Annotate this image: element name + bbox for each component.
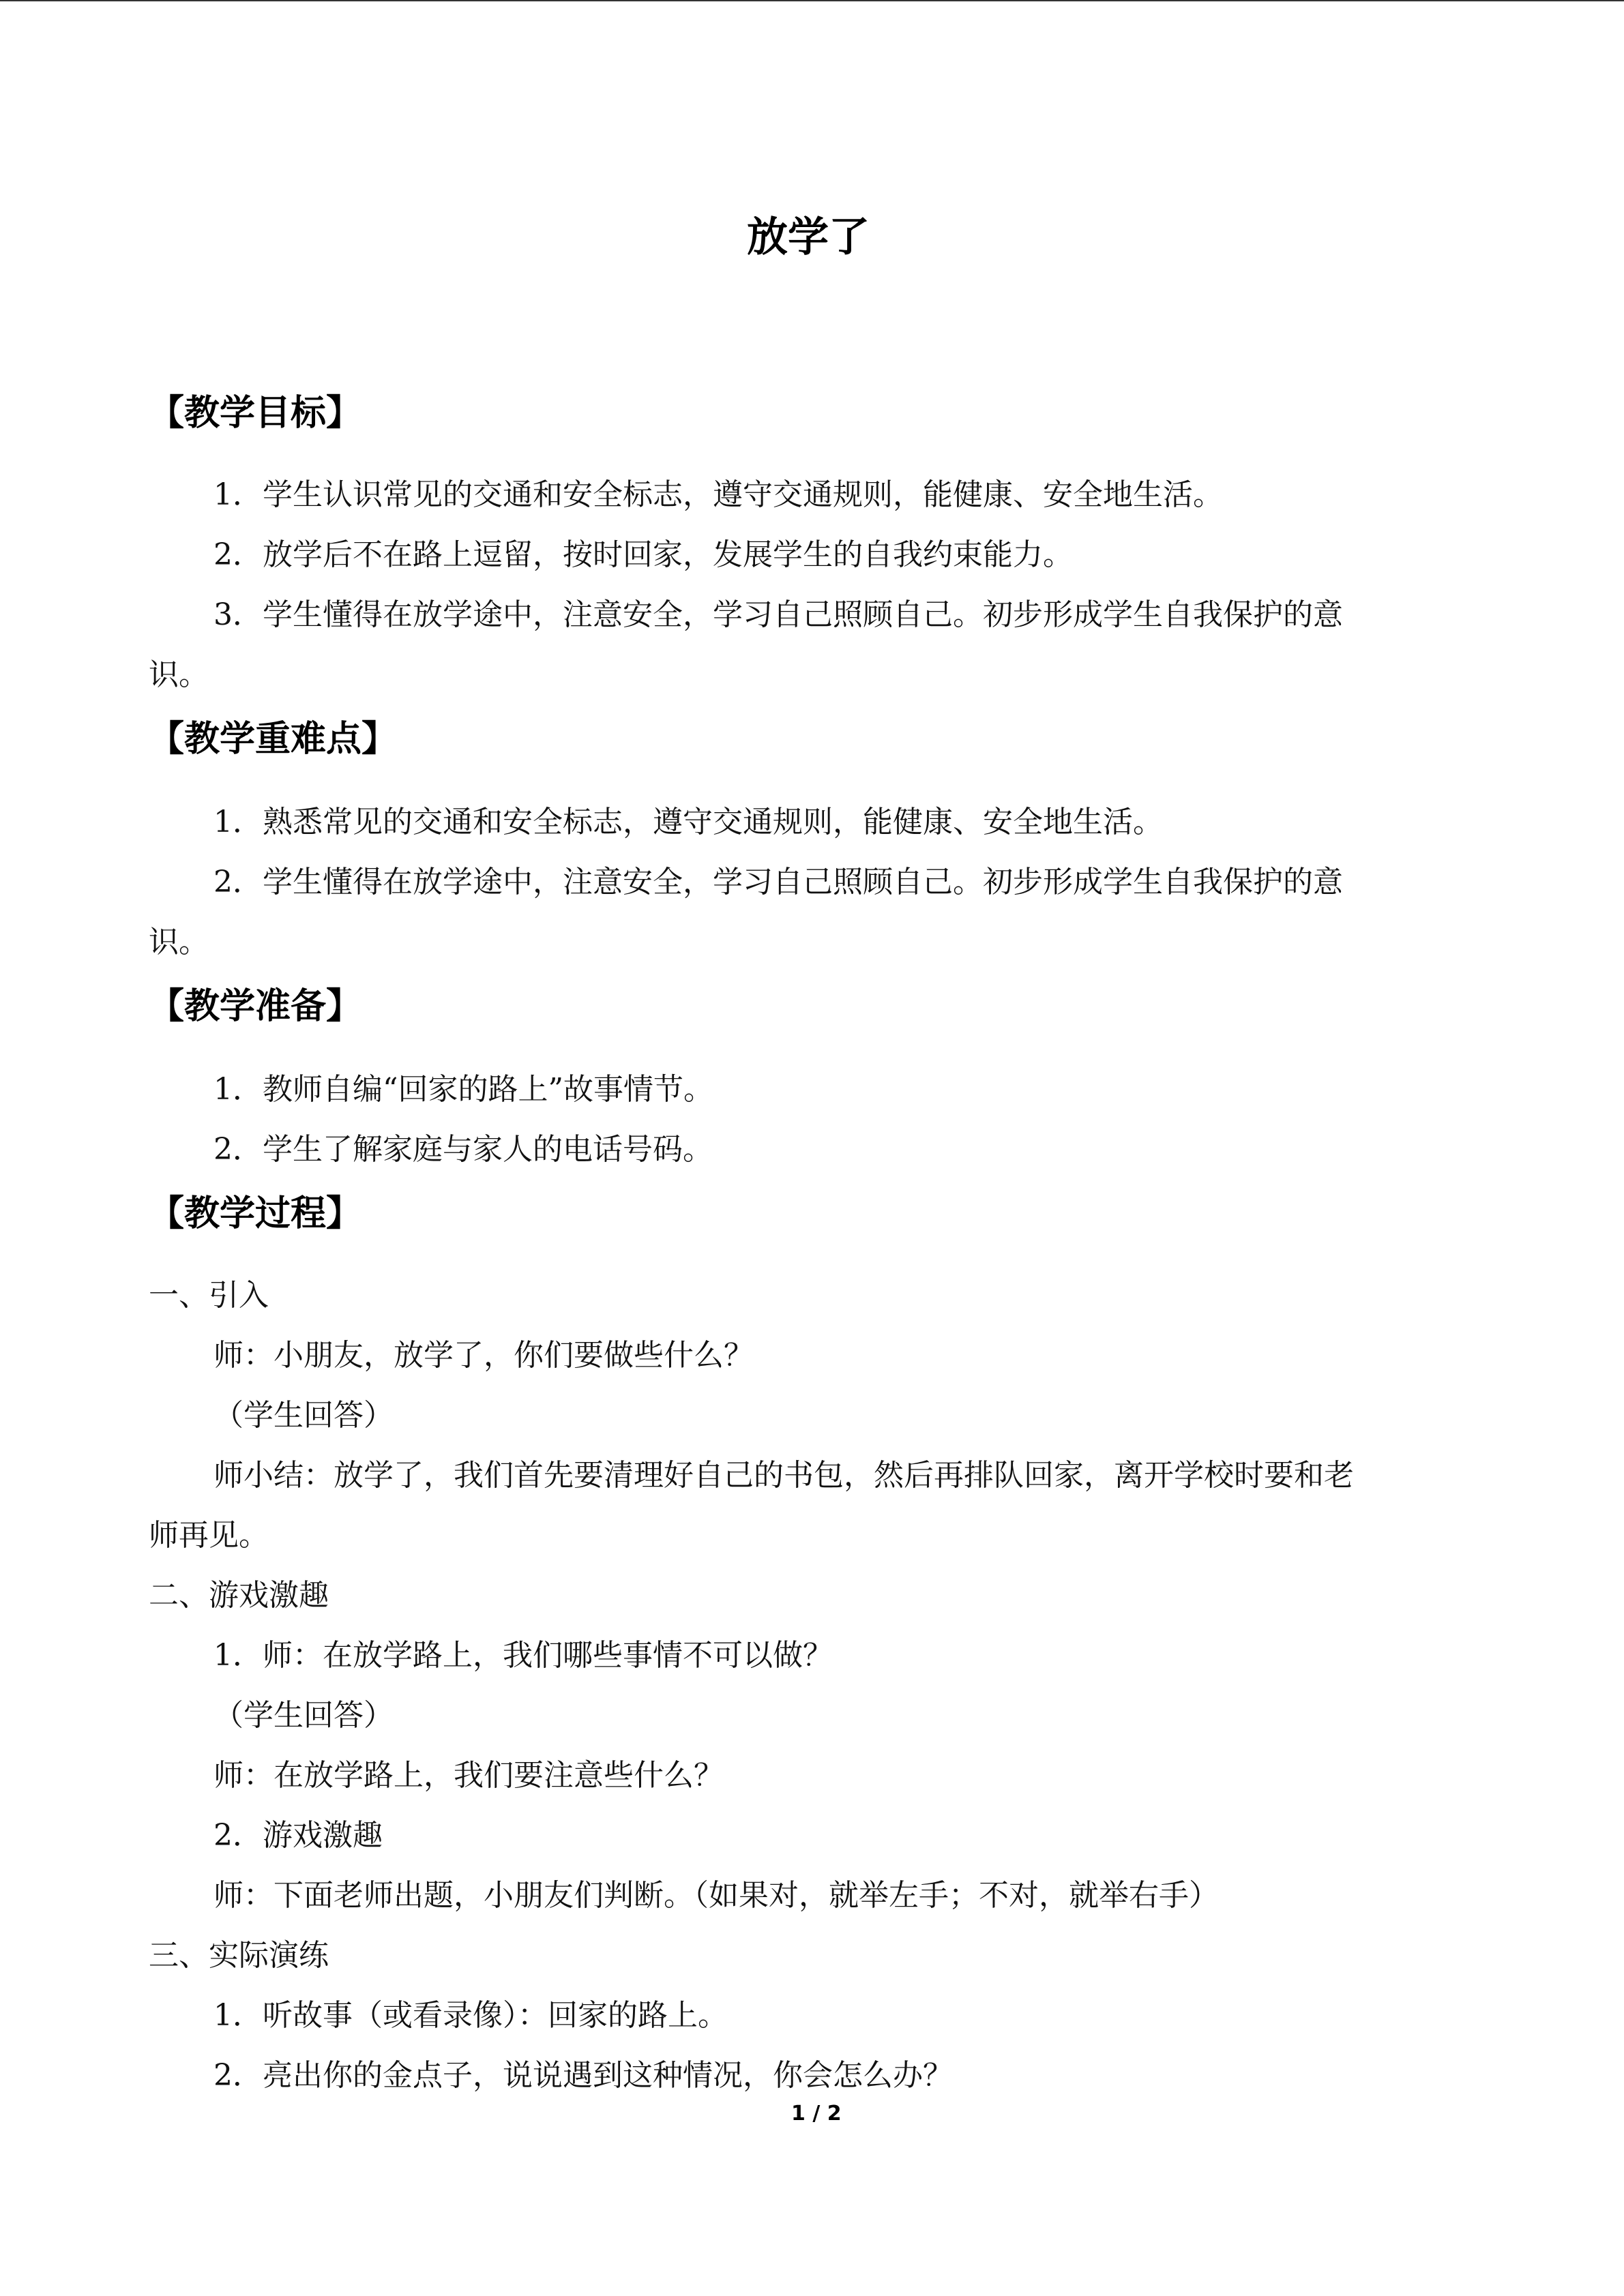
process-line: 师：下面老师出题，小朋友们判断。（如果对，就举左手；不对，就举右手） [213,1878,1219,1913]
key-point-2-cont: 识。 [149,925,209,959]
prep-2: 2．学生了解家庭与家人的电话号码。 [213,1132,713,1167]
goal-3: 3．学生懂得在放学途中，注意安全，学习自己照顾自己。初步形成学生自我保护的意 [213,597,1343,632]
process-line: 一、引入 [149,1278,269,1313]
process-line: 师：在放学路上，我们要注意些什么？ [213,1758,724,1793]
process-line: 师再见。 [149,1518,269,1553]
goal-3-cont: 识。 [149,657,209,692]
page-title: 放学了 [747,213,870,261]
key-point-1: 1．熟悉常见的交通和安全标志，遵守交通规则，能健康、安全地生活。 [213,805,1163,839]
process-line: （学生回答） [213,1398,394,1433]
process-line: 2．游戏激趣 [213,1818,383,1853]
process-line: （学生回答） [213,1698,394,1733]
process-line: 三、实际演练 [149,1938,329,1973]
goal-1: 1．学生认识常见的交通和安全标志，遵守交通规则，能健康、安全地生活。 [213,477,1223,512]
process-line: 2．亮出你的金点子，说说遇到这种情况，你会怎么办？ [213,2058,953,2093]
goal-2: 2．放学后不在路上逗留，按时回家，发展学生的自我约束能力。 [213,537,1073,572]
heading-goals: 【教学目标】 [149,393,362,434]
top-border [0,0,1624,1]
heading-preparation: 【教学准备】 [149,986,362,1027]
heading-process: 【教学过程】 [149,1193,362,1234]
process-line: 师：小朋友，放学了，你们要做些什么？ [213,1338,754,1373]
page-number: 1 / 2 [791,2102,842,2126]
process-line: 1．听故事（或看录像）：回家的路上。 [213,1998,728,2033]
process-line: 1．师：在放学路上，我们哪些事情不可以做？ [213,1638,833,1673]
process-line: 师小结：放学了，我们首先要清理好自己的书包，然后再排队回家，离开学校时要和老 [213,1458,1354,1493]
key-point-2: 2．学生懂得在放学途中，注意安全，学习自己照顾自己。初步形成学生自我保护的意 [213,865,1343,899]
process-line: 二、游戏激趣 [149,1578,329,1613]
prep-1: 1．教师自编“回家的路上”故事情节。 [213,1072,713,1107]
heading-key-points: 【教学重难点】 [149,719,398,760]
